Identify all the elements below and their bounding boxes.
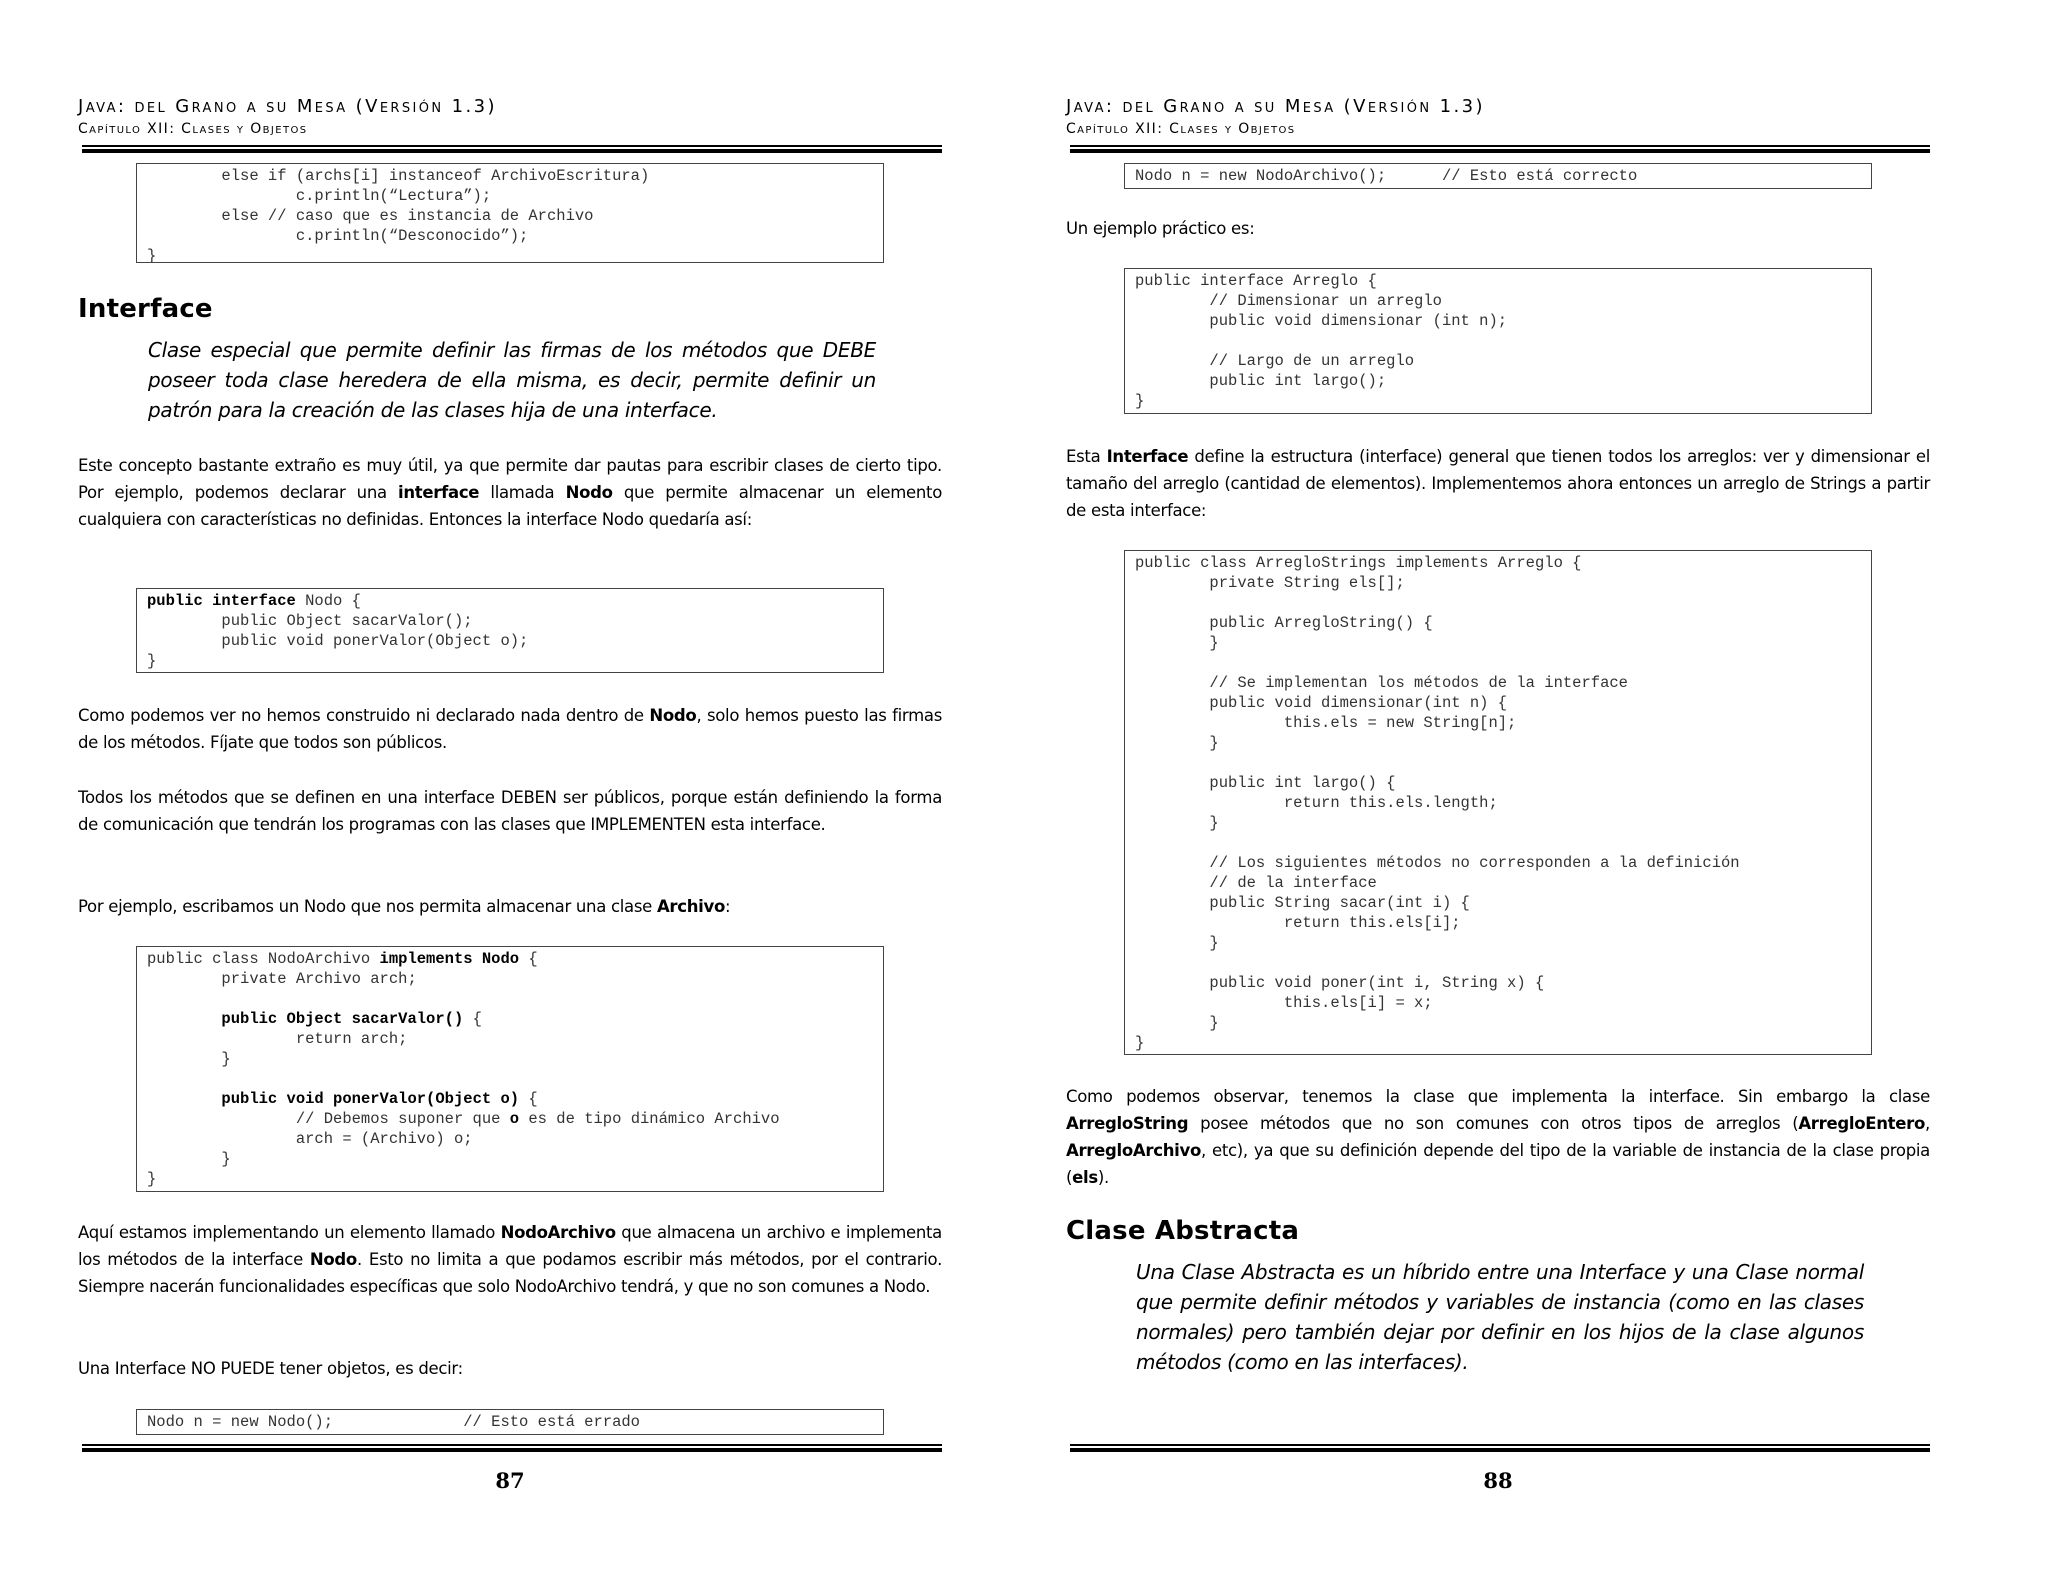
text-run: , (1925, 1114, 1930, 1133)
bold-term: Interface (1106, 447, 1189, 466)
bold-term: Nodo (565, 483, 613, 502)
code-line (147, 949, 873, 969)
code-line: public void poner(int i, String x) { (1135, 974, 1545, 992)
code-line: public void ponerValor(Object o); (147, 632, 529, 650)
code-block-arreglostrings (1124, 550, 1872, 1055)
code-line: public String sacar(int i) { (1135, 894, 1470, 912)
code-line-blank (1135, 331, 1861, 351)
paragraph (78, 893, 942, 920)
code-keyword: public Object sacarValor() (221, 1010, 464, 1028)
code-line: return this.els[i]; (1135, 914, 1461, 932)
code-line: this.els = new String[n]; (1135, 714, 1517, 732)
page-number: 88 (1483, 1468, 1513, 1493)
code-line: } (1135, 1034, 1145, 1052)
text-run: , solo hemos puesto las firmas de los métodos. Fíjate que todos son públicos. (78, 706, 943, 752)
code-line-blank (1135, 833, 1861, 853)
code-line: public ArregloString() { (1135, 614, 1433, 632)
code-line: else if (archs[i] instanceof ArchivoEscritura) (147, 167, 650, 185)
code-line: Nodo n = new Nodo(); // Esto está errado (147, 1413, 640, 1431)
code-line: private Archivo arch; (147, 970, 417, 988)
code-line: private String els[]; (1135, 574, 1405, 592)
code-text (147, 1010, 221, 1028)
code-block-nodoarchivo (136, 946, 884, 1192)
section-heading-clase-abstracta: Clase Abstracta (1066, 1216, 1300, 1246)
code-line: public int largo() { (1135, 774, 1396, 792)
code-block-interface-nodo (136, 588, 884, 673)
paragraph: Una Interface NO PUEDE tener objetos, es decir: (78, 1359, 463, 1378)
code-line: else // caso que es instancia de Archivo (147, 207, 594, 225)
bold-term: ArregloEntero (1798, 1114, 1926, 1133)
section-heading-interface: Interface (78, 294, 213, 324)
code-text: { (463, 1010, 482, 1028)
code-line: // Se implementan los métodos de la interface (1135, 674, 1628, 692)
code-keyword: implements Nodo (379, 950, 520, 968)
bold-term: ArregloArchivo (1066, 1141, 1202, 1160)
code-line: // Los siguientes métodos no corresponden a la definición (1135, 854, 1740, 872)
code-line: // Dimensionar un arreglo (1135, 292, 1442, 310)
code-text: { (519, 1090, 538, 1108)
code-line-blank (147, 1069, 873, 1089)
code-block-correct (1124, 163, 1872, 189)
code-block-else-if (136, 163, 884, 263)
code-keyword: o (509, 1110, 520, 1128)
text-run: Como podemos ver no hemos construido ni declarado nada dentro de (78, 706, 650, 725)
code-text: public class NodoArchivo (147, 950, 380, 968)
code-line: } (147, 1050, 231, 1068)
code-line: public class ArregloStrings implements Arreglo { (1135, 554, 1582, 572)
text-run: define la estructura (interface) general que tienen todos los arreglos: ver y dimensionar el tamaño del arreglo (cantidad de elementos). Implementemos ahora entonces un arreglo de Strings a partir de esta interface: (1066, 447, 1930, 520)
code-text: // Debemos suponer que (147, 1110, 510, 1128)
code-line: c.println(“Lectura”); (147, 187, 492, 205)
left-page (78, 0, 942, 1582)
code-line: } (147, 247, 157, 263)
footer-rule (1070, 1444, 1930, 1452)
text-run: que permite almacenar un elemento cualquiera con características no definidas. Entonces la interface Nodo quedaría así: (78, 483, 942, 529)
code-line-blank (1135, 593, 1861, 613)
text-run: Este concepto bastante extraño es muy útil, ya que permite dar pautas para escribir clases de cierto tipo. Por ejemplo, podemos declarar una (78, 456, 942, 502)
paragraph (78, 1219, 942, 1300)
book-title: Java: del Grano a su Mesa (Versión 1.3) (78, 96, 497, 117)
paragraph (78, 452, 942, 533)
paragraph: Un ejemplo práctico es: (1066, 219, 1255, 238)
chapter-title: Capítulo XII: Clases y Objetos (78, 121, 308, 137)
text-run: ). (1097, 1168, 1110, 1187)
code-keyword: public interface (147, 592, 296, 610)
code-line: } (147, 1150, 231, 1168)
book-title: Java: del Grano a su Mesa (Versión 1.3) (1066, 96, 1485, 117)
bold-term: els (1072, 1168, 1098, 1187)
code-line: // Largo de un arreglo (1135, 352, 1415, 370)
code-line: return arch; (147, 1030, 408, 1048)
code-block-error (136, 1409, 884, 1435)
text-run: : (725, 897, 731, 916)
text-run: posee métodos que no son comunes con otros tipos de arreglos ( (1188, 1114, 1799, 1133)
header-rule (1070, 145, 1930, 153)
code-line: public interface Arreglo { (1135, 272, 1377, 290)
paragraph (78, 702, 942, 756)
bold-term: NodoArchivo (500, 1223, 616, 1242)
code-line: public Object sacarValor(); (147, 612, 473, 630)
code-line-blank (147, 989, 873, 1009)
bold-term: Nodo (309, 1250, 357, 1269)
header-rule (82, 145, 942, 153)
code-line: Nodo n = new NodoArchivo(); // Esto está correcto (1135, 167, 1638, 185)
code-line: } (147, 652, 157, 670)
text-run: Como podemos observar, tenemos la clase que implementa la interface. Sin embargo la clase (1066, 1087, 1930, 1106)
code-line: arch = (Archivo) o; (147, 1130, 473, 1148)
code-line: } (1135, 814, 1219, 832)
code-text: es de tipo dinámico Archivo (519, 1110, 780, 1128)
code-line: this.els[i] = x; (1135, 994, 1433, 1012)
code-line-blank (1135, 753, 1861, 773)
code-line: } (1135, 634, 1219, 652)
text-run: que almacena un archivo e implementa los métodos de la interface (78, 1223, 942, 1269)
chapter-title: Capítulo XII: Clases y Objetos (1066, 121, 1296, 137)
code-line (147, 1009, 873, 1029)
code-line: public void dimensionar(int n) { (1135, 694, 1508, 712)
text-run: Aquí estamos implementando un elemento llamado (78, 1223, 501, 1242)
paragraph: Todos los métodos que se definen en una interface DEBEN ser públicos, porque están definiendo la forma de comunicación que tendrán los programas con las clases que IMPLEMENTEN esta interface. (78, 788, 942, 834)
paragraph (1066, 443, 1930, 524)
code-line (147, 1109, 873, 1129)
code-line: } (1135, 392, 1145, 410)
paragraph (1066, 1083, 1930, 1191)
clase-abstracta-definition: Una Clase Abstracta es un híbrido entre una Interface y una Clase normal que permite definir métodos y variables de instancia (como en las clases normales) pero también dejar por definir en los hijos de la clase algunos métodos (como en las interfaces). (1136, 1260, 1864, 1374)
code-line: c.println(“Desconocido”); (147, 227, 529, 245)
code-line: // de la interface (1135, 874, 1377, 892)
code-line: } (147, 1170, 157, 1188)
code-line: return this.els.length; (1135, 794, 1498, 812)
bold-term: Archivo (656, 897, 726, 916)
text-run: llamada (479, 483, 566, 502)
code-line: public int largo(); (1135, 372, 1387, 390)
code-line (147, 591, 873, 611)
bold-term: interface (398, 483, 480, 502)
code-keyword: public void ponerValor(Object o) (221, 1090, 520, 1108)
code-line: public void dimensionar (int n); (1135, 312, 1508, 330)
code-text: { (519, 950, 538, 968)
bold-term: Nodo (649, 706, 697, 725)
code-block-interface-arreglo (1124, 268, 1872, 414)
text-run: . Esto no limita a que podamos escribir más métodos, por el contrario. Siempre nacerán funcionalidades específicas que solo NodoArchivo tendrá, y que no son comunes a Nodo. (78, 1250, 943, 1296)
code-line-blank (1135, 953, 1861, 973)
code-line: } (1135, 934, 1219, 952)
code-line-blank (1135, 653, 1861, 673)
interface-definition: Clase especial que permite definir las firmas de los métodos que DEBE poseer toda clase heredera de ella misma, es decir, permite definir un patrón para la creación de las clases hija de una interface. (148, 338, 876, 422)
code-line: } (1135, 734, 1219, 752)
text-run: Esta (1066, 447, 1107, 466)
text-run: , etc), ya que su definición depende del tipo de la variable de instancia de la clase propia ( (1066, 1141, 1930, 1187)
right-page (1066, 0, 1930, 1582)
code-line (147, 1089, 873, 1109)
text-run: Por ejemplo, escribamos un Nodo que nos permita almacenar una clase (78, 897, 657, 916)
code-line: } (1135, 1014, 1219, 1032)
footer-rule (82, 1444, 942, 1452)
bold-term: ArregloString (1066, 1114, 1189, 1133)
code-text (147, 1090, 221, 1108)
page-number: 87 (495, 1468, 525, 1493)
code-text: Nodo { (295, 592, 361, 610)
